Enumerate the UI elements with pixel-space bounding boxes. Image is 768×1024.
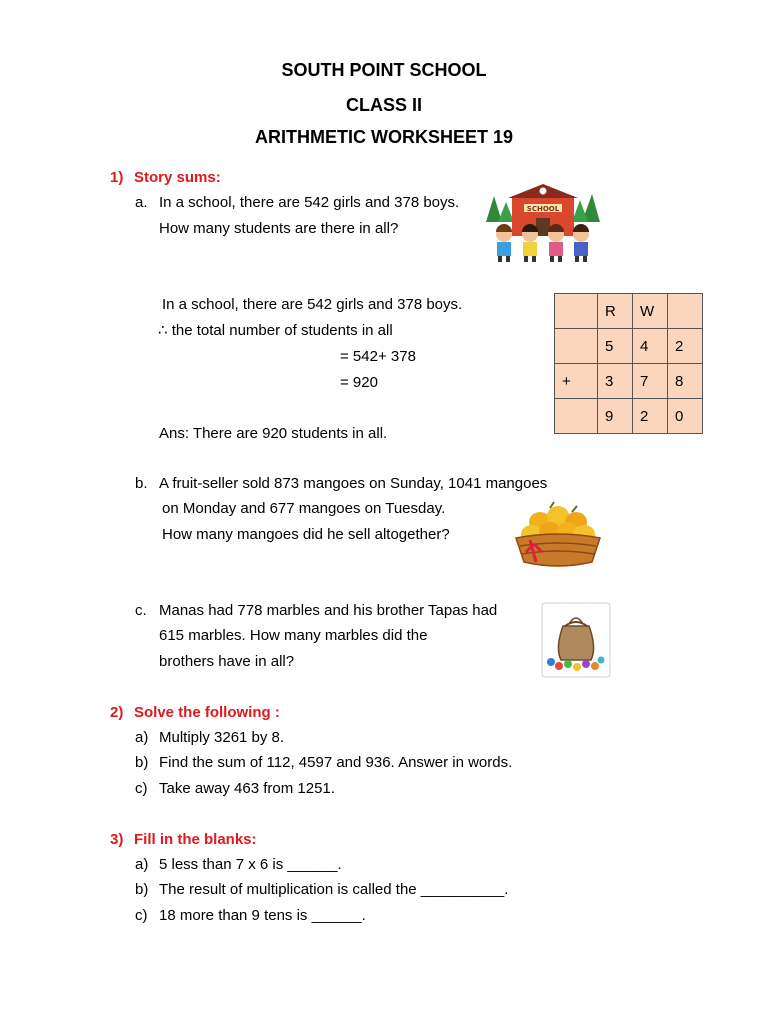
question-1a-line2: How many students are there in all?: [159, 220, 399, 237]
worksheet-title: ARITHMETIC WORKSHEET 19: [254, 127, 513, 147]
table-cell: 2: [668, 329, 703, 364]
table-row: [555, 329, 703, 364]
section-3-number: 3): [110, 831, 124, 848]
table-cell: 5: [598, 329, 633, 364]
item-text: 5 less than 7 x 6 is ______.: [159, 856, 342, 873]
solution-1a-line2: ∴ the total number of students in all: [158, 322, 393, 339]
section-2-title: Solve the following :: [134, 704, 280, 721]
question-1b: [135, 475, 547, 493]
mango-basket-illustration: [512, 500, 604, 570]
table-cell: 9: [598, 399, 633, 434]
school-children-illustration: [484, 182, 602, 264]
item-marker: b): [135, 881, 149, 898]
question-1c-line1: Manas had 778 marbles and his brother Tapas had: [159, 602, 498, 619]
table-cell: 7: [633, 364, 668, 399]
section-1-heading: [110, 169, 221, 187]
table-row: [555, 294, 703, 329]
table-cell: 2: [633, 399, 668, 434]
question-1a: [135, 194, 459, 212]
question-1a-line1: In a school, there are 542 girls and 378 boys.: [159, 194, 460, 211]
school-sign-text: SCHOOL: [526, 205, 560, 213]
section-3-title: Fill in the blanks:: [134, 831, 257, 848]
solution-1a-line3: = 542+ 378: [340, 348, 416, 365]
question-1b-line3: How many mangoes did he sell altogether?: [162, 526, 450, 543]
table-cell: [555, 294, 598, 329]
section-1-title: Story sums:: [134, 169, 221, 186]
school-name: SOUTH POINT SCHOOL: [281, 60, 487, 80]
section-3-heading: [110, 831, 257, 849]
item-text: Take away 463 from 1251.: [159, 780, 335, 797]
question-1c-line3: brothers have in all?: [159, 653, 295, 670]
question-1c-line2: 615 marbles. How many marbles did the: [159, 627, 428, 644]
list-item: [135, 881, 508, 899]
addition-table: [554, 293, 703, 434]
item-text: Multiply 3261 by 8.: [159, 729, 285, 746]
table-cell: 8: [668, 364, 703, 399]
table-cell: 3: [598, 364, 633, 399]
list-item: [135, 856, 342, 874]
section-1-number: 1): [110, 169, 124, 186]
question-1b-line2: on Monday and 677 mangoes on Tuesday.: [162, 500, 446, 517]
question-1b-line1: A fruit-seller sold 873 mangoes on Sunday, 1041 mangoes: [159, 475, 548, 492]
table-cell: [555, 329, 598, 364]
class-title: CLASS II: [345, 95, 422, 115]
item-marker: a): [135, 856, 149, 873]
item-marker: c): [135, 907, 148, 924]
question-marker: b.: [135, 475, 148, 492]
item-marker: a): [135, 729, 149, 746]
section-2-number: 2): [110, 704, 124, 721]
section-2-heading: [110, 704, 280, 722]
marble-bag-illustration: [541, 602, 611, 678]
question-1c: [135, 602, 497, 620]
table-row: [555, 399, 703, 434]
table-cell: +: [555, 364, 598, 399]
item-marker: c): [135, 780, 148, 797]
table-cell: W: [633, 294, 668, 329]
table-row: [555, 364, 703, 399]
item-text: Find the sum of 112, 4597 and 936. Answer in words.: [159, 754, 513, 771]
list-item: [135, 729, 284, 747]
table-cell: 0: [668, 399, 703, 434]
table-cell: R: [598, 294, 633, 329]
table-cell: [668, 294, 703, 329]
solution-1a-line4: = 920: [340, 374, 378, 391]
list-item: [135, 907, 366, 925]
table-cell: [555, 399, 598, 434]
item-text: The result of multiplication is called the __________.: [159, 881, 509, 898]
list-item: [135, 754, 512, 772]
list-item: [135, 780, 335, 798]
table-cell: 4: [633, 329, 668, 364]
solution-1a-answer: Ans: There are 920 students in all.: [159, 425, 388, 442]
item-text: 18 more than 9 tens is ______.: [159, 907, 366, 924]
question-marker: a.: [135, 194, 148, 211]
question-marker: c.: [135, 602, 147, 619]
item-marker: b): [135, 754, 149, 771]
solution-1a-line1: In a school, there are 542 girls and 378 boys.: [162, 296, 463, 313]
